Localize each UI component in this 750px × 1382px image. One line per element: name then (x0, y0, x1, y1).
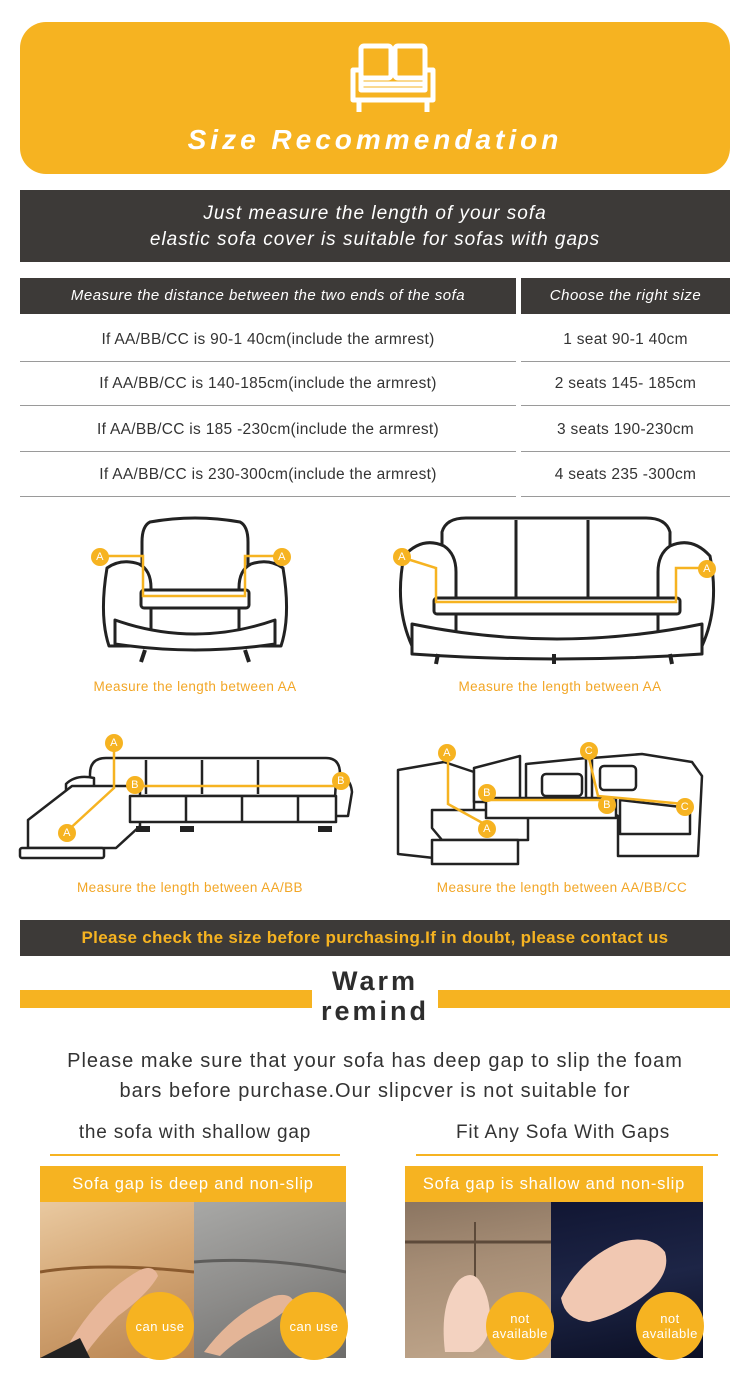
warm-title-line-2: remind (320, 996, 430, 1026)
warm-remind-title (300, 966, 450, 1026)
marker-b-left: B (478, 784, 496, 802)
warm-title-line-1: Warm (331, 966, 418, 996)
marker-a-left: A (393, 548, 411, 566)
marker-a-right: A (273, 548, 291, 566)
intro-line-1: Just measure the length of your sofa (203, 203, 547, 224)
size-cell: 1 seat 90-1 40cm (521, 318, 730, 362)
remind-line-1: Please make sure that your sofa has deep gap to slip the foam (67, 1050, 683, 1072)
l-shape-diagram (18, 730, 358, 870)
left-heading-underline (50, 1154, 340, 1156)
u-shape-diagram (392, 740, 722, 870)
marker-b-left: B (126, 776, 144, 794)
range-cell: If AA/BB/CC is 140-185cm(include the armrest) (20, 362, 516, 406)
right-heading: Fit Any Sofa With Gaps (455, 1122, 670, 1143)
size-cell: 3 seats 190-230cm (521, 408, 730, 452)
table-header-measure: Measure the distance between the two ends of the sofa (20, 278, 516, 314)
page-title: Size Recommendation (187, 124, 563, 155)
right-heading-underline (416, 1154, 718, 1156)
not-available-badge: not available (486, 1292, 554, 1360)
three-seat-illustration (390, 512, 725, 667)
intro-bar (20, 190, 730, 262)
armchair-caption: Measure the length between AA (93, 679, 297, 694)
table-row (20, 362, 730, 406)
deep-gap-label: Sofa gap is deep and non-slip (40, 1166, 346, 1202)
warm-divider-left (20, 990, 312, 1008)
three-seat-caption: Measure the length between AA (458, 679, 662, 694)
warm-divider-right (438, 990, 730, 1008)
range-cell: If AA/BB/CC is 230-300cm(include the armrest) (20, 453, 516, 497)
table-row (20, 408, 730, 452)
can-use-badge: can use (126, 1292, 194, 1360)
armchair-diagram (85, 510, 305, 670)
marker-a-bottom: A (58, 824, 76, 842)
size-cell: 4 seats 235 -300cm (521, 453, 730, 497)
marker-c-right: C (676, 798, 694, 816)
marker-a-top: A (105, 734, 123, 752)
left-heading: the sofa with shallow gap (78, 1122, 312, 1143)
intro-line-2: elastic sofa cover is suitable for sofas with gaps (149, 229, 601, 250)
armchair-illustration (85, 510, 305, 670)
shallow-gap-label: Sofa gap is shallow and non-slip (405, 1166, 703, 1202)
can-use-badge: can use (280, 1292, 348, 1360)
marker-a-top: A (438, 744, 456, 762)
marker-b-right: B (332, 772, 350, 790)
size-cell: 2 seats 145- 185cm (521, 362, 730, 406)
remind-line-2: bars before purchase.Our slipcver is not suitable for (119, 1080, 631, 1102)
u-shape-caption: Measure the length between AA/BB/CC (436, 880, 688, 895)
three-seat-diagram (390, 512, 725, 667)
warm-remind-text (20, 1046, 730, 1106)
l-shape-caption: Measure the length between AA/BB (77, 880, 303, 895)
sofa-icon (345, 40, 441, 126)
marker-c-top: C (580, 742, 598, 760)
table-row (20, 318, 730, 362)
marker-a-left: A (91, 548, 109, 566)
table-header-size: Choose the right size (521, 278, 730, 314)
l-shape-illustration (18, 730, 358, 870)
not-available-badge: not available (636, 1292, 704, 1360)
range-cell: If AA/BB/CC is 185 -230cm(include the armrest) (20, 408, 516, 452)
range-cell: If AA/BB/CC is 90-1 40cm(include the armrest) (20, 318, 516, 362)
size-warning-bar: Please check the size before purchasing.If in doubt, please contact us (20, 920, 730, 956)
marker-a-bottom: A (478, 820, 496, 838)
marker-b-right: B (598, 796, 616, 814)
table-row (20, 453, 730, 497)
marker-a-right: A (698, 560, 716, 578)
